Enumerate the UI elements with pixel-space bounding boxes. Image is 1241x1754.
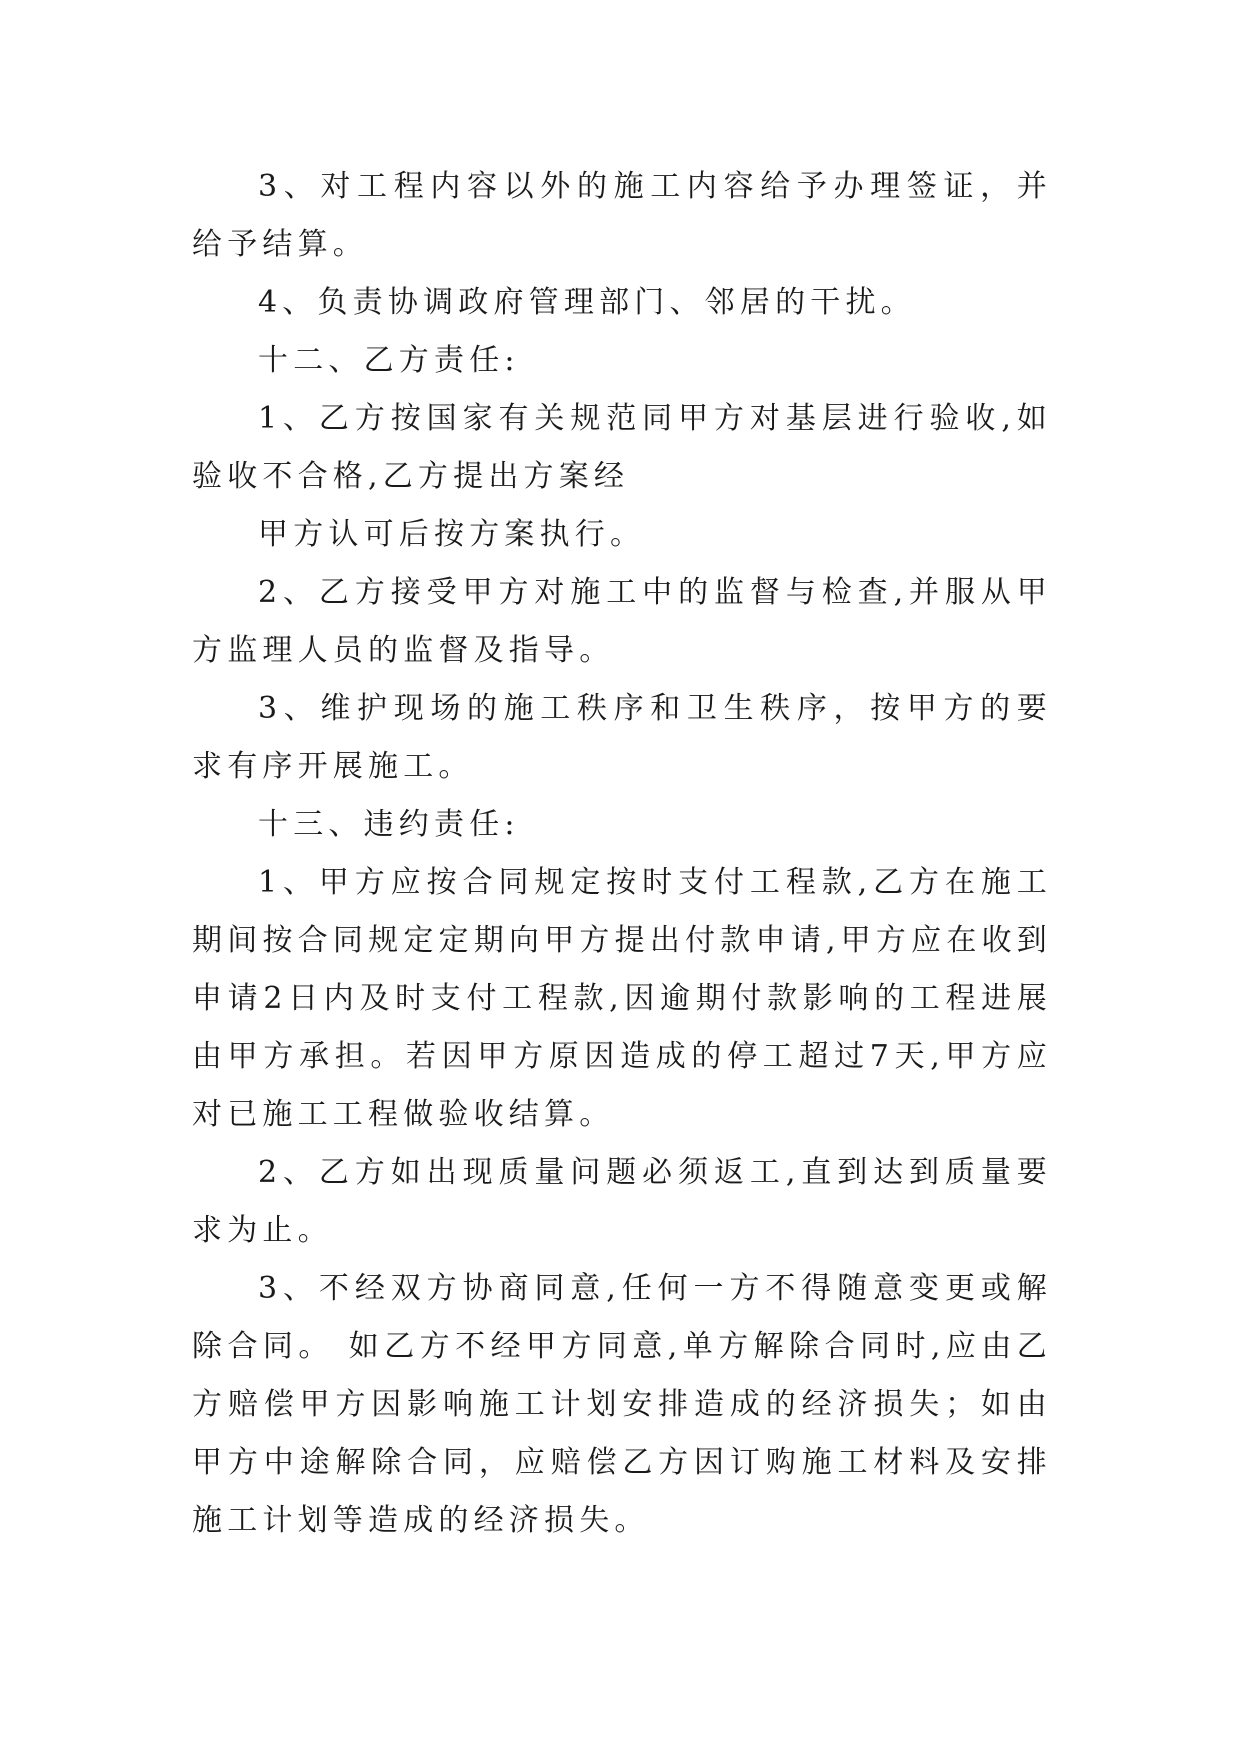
paragraph-contractor-duty-1-continued: 甲方认可后按方案执行。: [258, 517, 646, 552]
document-page: [192, 158, 1052, 1550]
section-heading-breach-liability: 十三、违约责任:: [258, 807, 520, 842]
paragraph-contractor-duty-2: 2、乙方接受甲方对施工中的监督与检查,并服从甲方监理人员的监督及指导。: [192, 575, 1052, 668]
paragraph-contractor-duty-1: 1、乙方按国家有关规范同甲方对基层进行验收,如验收不合格,乙方提出方案经: [192, 401, 1052, 494]
paragraph-breach-1: 1、甲方应按合同规定按时支付工程款,乙方在施工期间按合同规定定期向甲方提出付款申请,甲方应在收到申请2日内及时支付工程款,因逾期付款影响的工程进展由甲方承担。若因甲方原因造成的停工超过7天,甲方应对已施工工程做验收结算。: [192, 865, 1052, 1132]
paragraph-owner-duty-4: 4、负责协调政府管理部门、邻居的干扰。: [258, 285, 916, 320]
paragraph-owner-duty-3: 3、对工程内容以外的施工内容给予办理签证，并给予结算。: [192, 169, 1052, 262]
section-heading-contractor-duties: 十二、乙方责任:: [258, 343, 520, 378]
paragraph-breach-2: 2、乙方如出现质量问题必须返工,直到达到质量要求为止。: [192, 1155, 1052, 1248]
paragraph-breach-3: 3、不经双方协商同意,任何一方不得随意变更或解除合同。 如乙方不经甲方同意,单方解除合同时,应由乙方赔偿甲方因影响施工计划安排造成的经济损失；如由甲方中途解除合同，应赔偿乙方因订购施工材料及安排施工计划等造成的经济损失。: [192, 1271, 1052, 1538]
paragraph-contractor-duty-3: 3、维护现场的施工秩序和卫生秩序，按甲方的要求有序开展施工。: [192, 691, 1052, 784]
